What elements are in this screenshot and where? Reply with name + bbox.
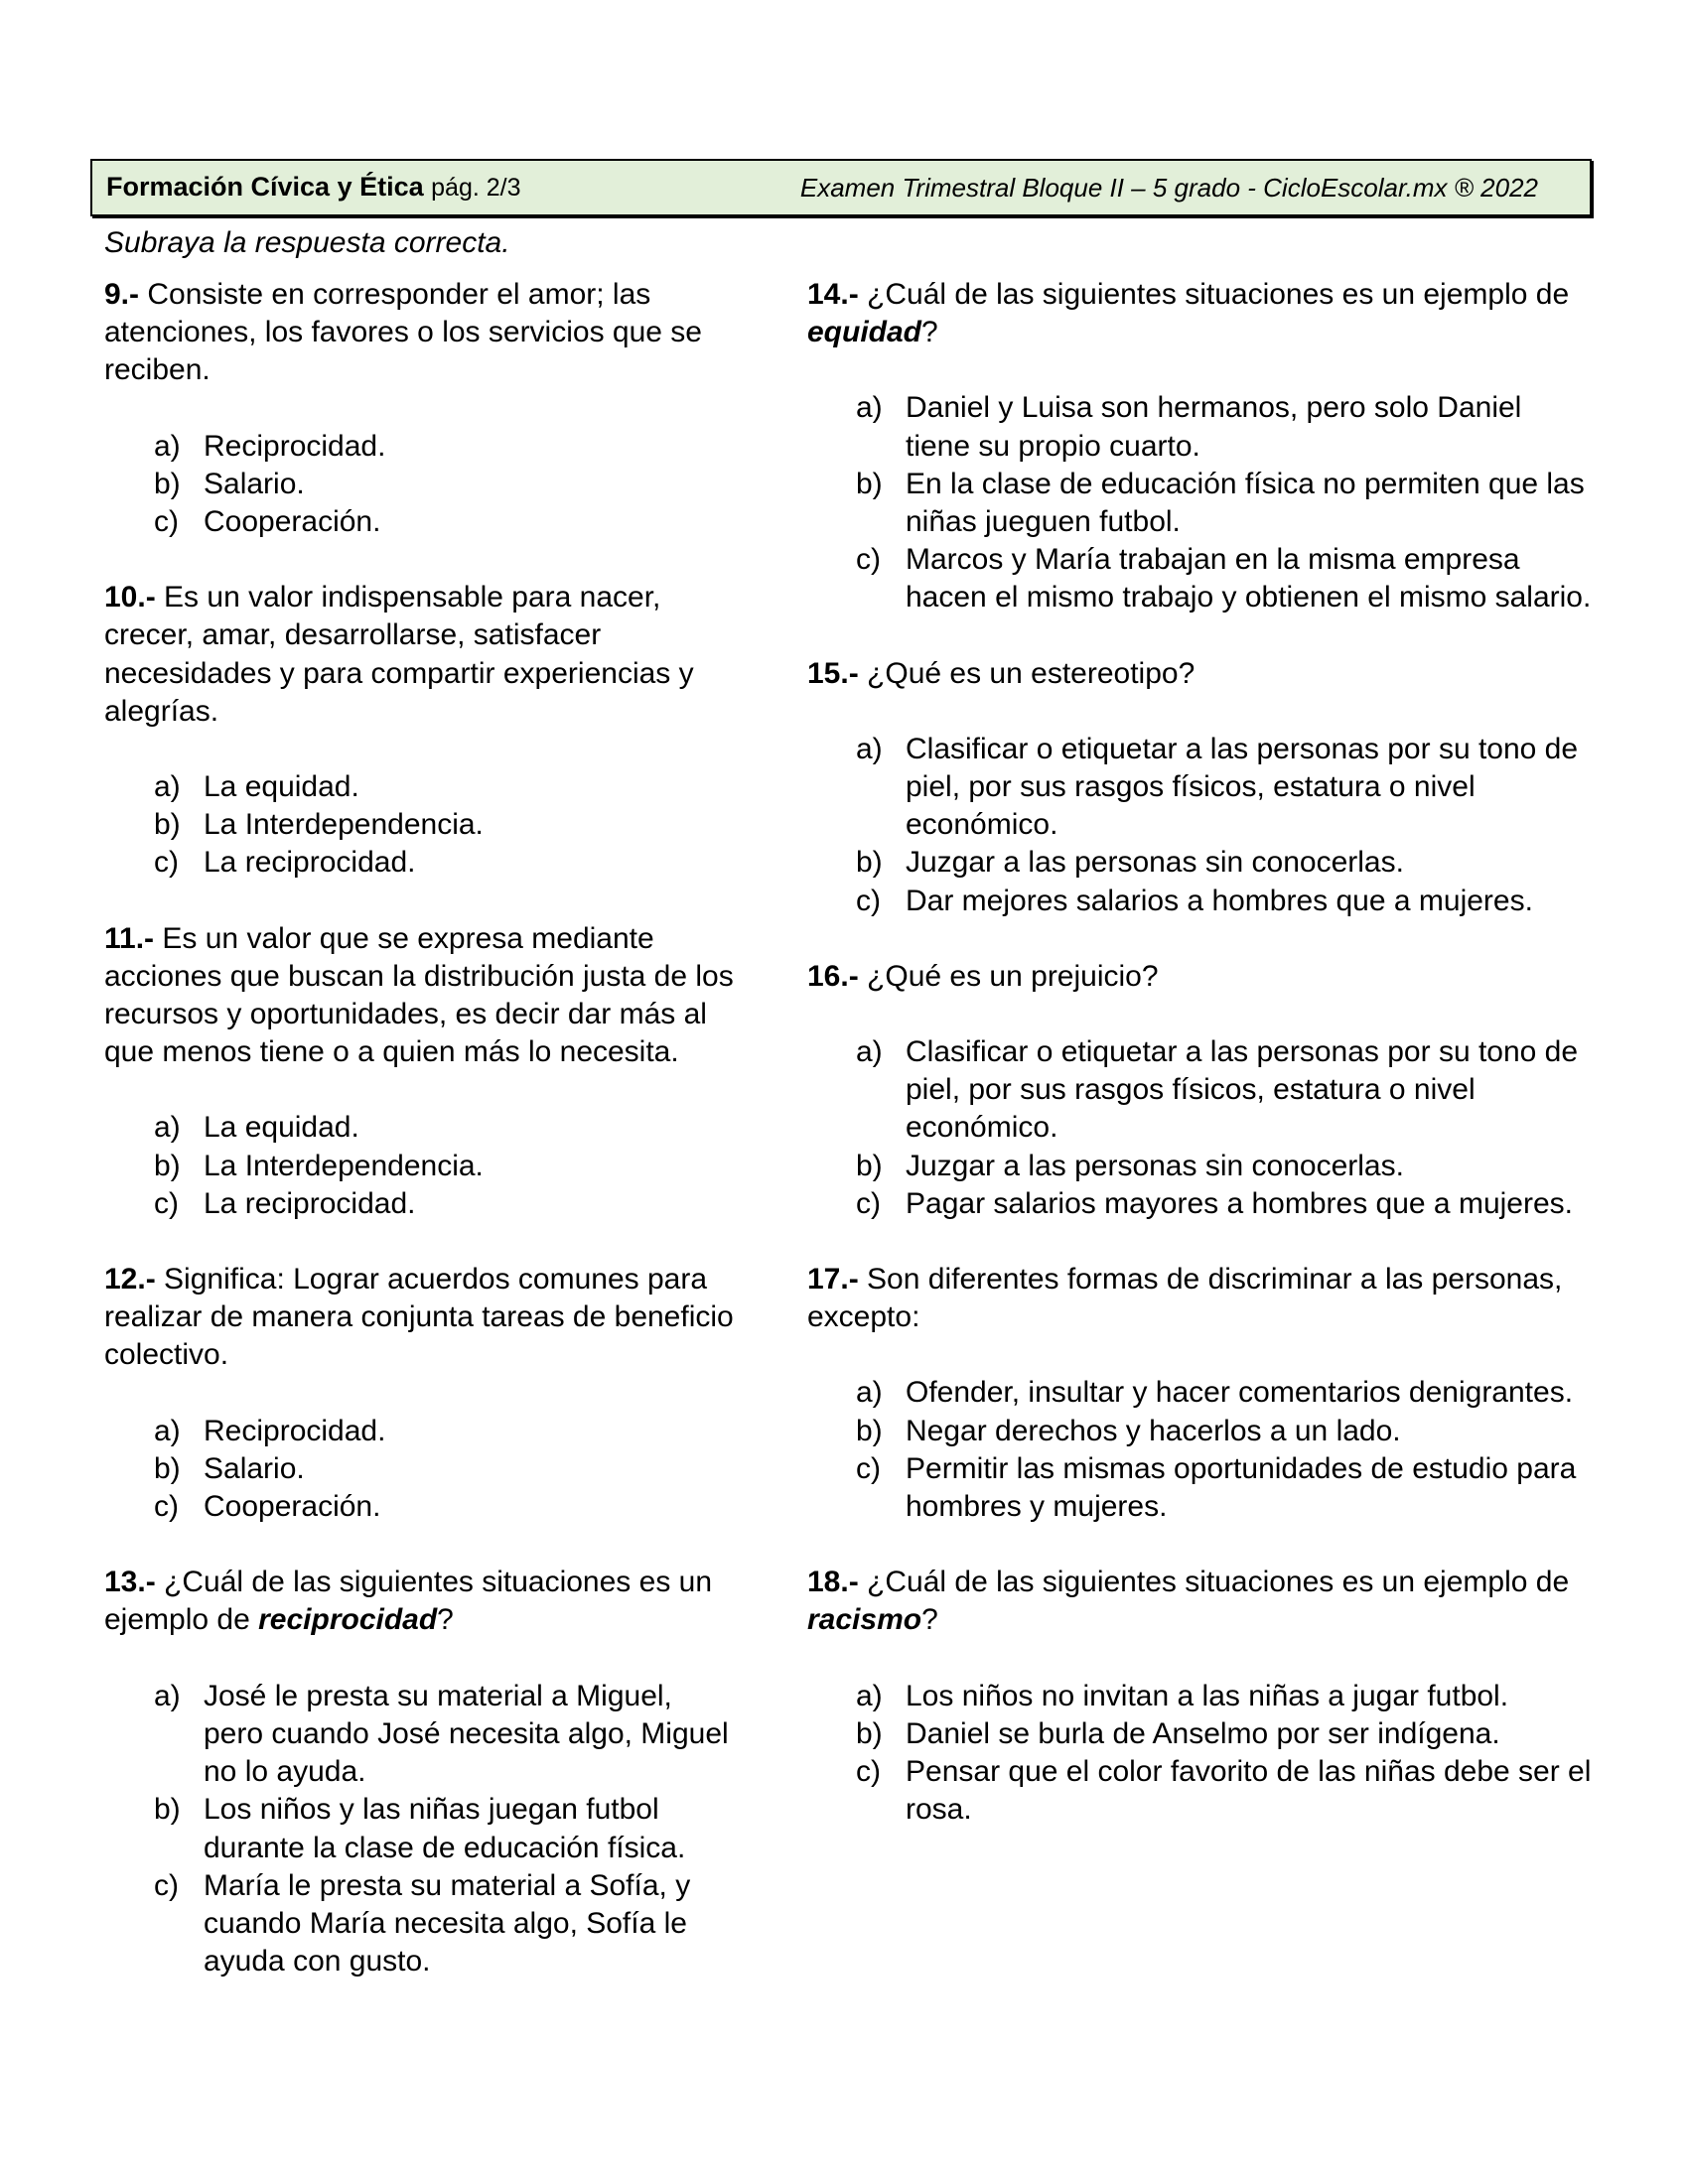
- question-keyword: reciprocidad: [258, 1603, 438, 1637]
- option[interactable]: [104, 806, 740, 844]
- question-16: [807, 958, 1592, 1223]
- option[interactable]: [807, 1374, 1592, 1412]
- option-text: Reciprocidad.: [204, 1414, 386, 1447]
- options-list: [807, 1374, 1592, 1526]
- option-text: Pagar salarios mayores a hombres que a mujeres.: [906, 1186, 1573, 1220]
- question-number: 9.-: [104, 278, 140, 311]
- subject-title: Formación Cívica y Ética: [106, 172, 424, 202]
- option-letter: c): [856, 884, 881, 917]
- question-stem: ¿Qué es un estereotipo?: [867, 656, 1196, 690]
- options-list: [104, 1413, 740, 1527]
- question-keyword: equidad: [807, 316, 922, 349]
- option-text: Los niños no invitan a las niñas a jugar futbol.: [906, 1679, 1509, 1712]
- question-13: [104, 1564, 740, 1980]
- option-letter: b): [856, 1716, 883, 1750]
- option-letter: b): [856, 846, 883, 880]
- question-11: [104, 920, 740, 1223]
- option[interactable]: [104, 1413, 740, 1450]
- question-stem: ¿Cuál de las siguientes situaciones es un ejemplo de: [867, 1566, 1570, 1599]
- option-letter: c): [856, 1186, 881, 1220]
- option-text: Reciprocidad.: [204, 429, 386, 463]
- option[interactable]: [104, 1185, 740, 1223]
- option-letter: c): [856, 543, 881, 577]
- option[interactable]: [807, 1185, 1592, 1223]
- option-letter: a): [154, 770, 181, 804]
- option[interactable]: [104, 768, 740, 806]
- option-text: La equidad.: [204, 770, 359, 804]
- options-list: [807, 389, 1592, 616]
- option-text: Cooperación.: [204, 1490, 381, 1524]
- question-text: [807, 276, 1592, 351]
- options-list: [807, 1033, 1592, 1223]
- header-title: [106, 172, 521, 203]
- option[interactable]: [104, 1450, 740, 1488]
- question-number: 13.-: [104, 1566, 156, 1599]
- option-text: La reciprocidad.: [204, 846, 416, 880]
- option-text: Salario.: [204, 467, 305, 500]
- option[interactable]: [807, 466, 1592, 541]
- question-number: 14.-: [807, 278, 859, 311]
- option-letter: c): [154, 1490, 179, 1524]
- question-text: [807, 1261, 1592, 1336]
- question-stem: ¿Qué es un prejuicio?: [867, 959, 1159, 993]
- question-stem: Son diferentes formas de discriminar a las personas, excepto:: [807, 1263, 1563, 1334]
- question-mark: ?: [437, 1603, 454, 1637]
- question-number: 12.-: [104, 1263, 156, 1297]
- option-letter: a): [154, 1111, 181, 1145]
- option[interactable]: [807, 883, 1592, 920]
- question-10: [104, 579, 740, 882]
- option-text: José le presta su material a Miguel, pero cuando José necesita algo, Miguel no lo ayuda.: [204, 1679, 729, 1789]
- question-stem: ¿Cuál de las siguientes situaciones es un ejemplo de: [867, 278, 1570, 311]
- option-text: Negar derechos y hacerlos a un lado.: [906, 1414, 1401, 1447]
- question-15: [807, 655, 1592, 920]
- option-text: La Interdependencia.: [204, 1149, 484, 1182]
- question-9: [104, 276, 740, 541]
- question-18: [807, 1564, 1592, 1829]
- question-number: 15.-: [807, 656, 859, 690]
- question-number: 16.-: [807, 959, 859, 993]
- option-text: Pensar que el color favorito de las niñas debe ser el rosa.: [906, 1755, 1592, 1827]
- option-letter: a): [154, 429, 181, 463]
- option[interactable]: [104, 1488, 740, 1526]
- question-stem: Es un valor que se expresa mediante acciones que buscan la distribución justa de los recursos y oportunidades, es decir dar más al que menos tiene o a quien más lo necesita.: [104, 921, 734, 1069]
- option[interactable]: [807, 1715, 1592, 1753]
- option-text: María le presta su material a Sofía, y cuando María necesita algo, Sofía le ayuda con gusto.: [204, 1868, 691, 1979]
- option-letter: a): [856, 1035, 883, 1069]
- option[interactable]: [104, 1791, 740, 1866]
- option-letter: c): [154, 1186, 179, 1220]
- option-letter: b): [856, 1414, 883, 1447]
- option-text: Cooperación.: [204, 505, 381, 539]
- option-text: En la clase de educación física no permiten que las niñas jueguen futbol.: [906, 467, 1585, 539]
- option-text: Daniel se burla de Anselmo por ser indígena.: [906, 1716, 1500, 1750]
- option-text: Clasificar o etiquetar a las personas por su tono de piel, por sus rasgos físicos, estatura o nivel económico.: [906, 1035, 1579, 1145]
- question-stem: Consiste en corresponder el amor; las atenciones, los favores o los servicios que se reciben.: [104, 278, 702, 387]
- option[interactable]: [807, 844, 1592, 882]
- question-text: [807, 958, 1592, 996]
- option-text: Juzgar a las personas sin conocerlas.: [906, 846, 1404, 880]
- right-column: [807, 276, 1592, 1867]
- option[interactable]: [104, 1867, 740, 1981]
- question-number: 11.-: [104, 921, 155, 955]
- options-list: [807, 731, 1592, 920]
- option[interactable]: [807, 731, 1592, 845]
- option-text: La reciprocidad.: [204, 1186, 416, 1220]
- option-letter: a): [856, 732, 883, 765]
- question-number: 17.-: [807, 1263, 859, 1297]
- option-letter: b): [154, 808, 181, 842]
- option-text: Los niños y las niñas juegan futbol durante la clase de educación física.: [204, 1793, 686, 1864]
- question-text: [807, 1564, 1592, 1639]
- option[interactable]: [104, 428, 740, 466]
- option-text: La Interdependencia.: [204, 808, 484, 842]
- option-letter: c): [154, 505, 179, 539]
- left-column: [104, 276, 740, 2018]
- option-letter: c): [154, 1868, 179, 1902]
- option-text: Juzgar a las personas sin conocerlas.: [906, 1149, 1404, 1182]
- option-text: Ofender, insultar y hacer comentarios denigrantes.: [906, 1376, 1574, 1410]
- option[interactable]: [807, 1753, 1592, 1829]
- question-mark: ?: [921, 1603, 938, 1637]
- option[interactable]: [104, 1109, 740, 1147]
- option-letter: b): [154, 1149, 181, 1182]
- options-list: [104, 428, 740, 542]
- question-text: [104, 276, 740, 390]
- option-letter: a): [154, 1679, 181, 1712]
- option-text: Salario.: [204, 1451, 305, 1485]
- question-number: 10.-: [104, 581, 156, 614]
- question-text: [104, 579, 740, 731]
- options-list: [104, 768, 740, 883]
- page-number: pág. 2/3: [431, 174, 521, 202]
- option-text: Marcos y María trabajan en la misma empresa hacen el mismo trabajo y obtienen el mismo salario.: [906, 543, 1592, 614]
- option[interactable]: [807, 1450, 1592, 1526]
- options-list: [104, 1678, 740, 1981]
- option-text: Clasificar o etiquetar a las personas por su tono de piel, por sus rasgos físicos, estatura o nivel económico.: [906, 732, 1579, 842]
- option-text: Permitir las mismas oportunidades de estudio para hombres y mujeres.: [906, 1451, 1577, 1524]
- question-mark: ?: [921, 316, 938, 349]
- option-letter: b): [856, 467, 883, 500]
- option-letter: b): [856, 1149, 883, 1182]
- option[interactable]: [807, 1033, 1592, 1148]
- option[interactable]: [807, 541, 1592, 616]
- option[interactable]: [807, 1148, 1592, 1185]
- option-letter: c): [856, 1451, 881, 1485]
- option[interactable]: [807, 389, 1592, 465]
- option[interactable]: [807, 1413, 1592, 1450]
- option-text: Dar mejores salarios a hombres que a mujeres.: [906, 884, 1533, 917]
- option-letter: b): [154, 1451, 181, 1485]
- option-letter: c): [154, 846, 179, 880]
- option-text: Daniel y Luisa son hermanos, pero solo Daniel tiene su propio cuarto.: [906, 391, 1522, 463]
- question-text: [104, 1564, 740, 1639]
- options-list: [807, 1678, 1592, 1830]
- option-letter: a): [856, 391, 883, 425]
- option-letter: b): [154, 467, 181, 500]
- question-stem: ¿Cuál de las siguientes situaciones es un ejemplo de: [104, 1566, 713, 1637]
- exam-info: Examen Trimestral Bloque II – 5 grado - CicloEscolar.mx ® 2022: [799, 173, 1538, 203]
- instruction: Subraya la respuesta correcta.: [104, 226, 510, 259]
- question-text: [104, 1261, 740, 1375]
- options-list: [104, 1109, 740, 1223]
- question-stem: Significa: Lograr acuerdos comunes para realizar de manera conjunta tareas de beneficio colectivo.: [104, 1263, 734, 1372]
- option[interactable]: [104, 1148, 740, 1185]
- option[interactable]: [807, 1678, 1592, 1715]
- question-text: [807, 655, 1592, 693]
- option-letter: b): [154, 1793, 181, 1827]
- option[interactable]: [104, 466, 740, 503]
- option-letter: a): [856, 1679, 883, 1712]
- question-keyword: racismo: [807, 1603, 922, 1637]
- option-letter: c): [856, 1755, 881, 1789]
- option[interactable]: [104, 503, 740, 541]
- question-17: [807, 1261, 1592, 1526]
- option-letter: a): [154, 1414, 181, 1447]
- option-text: La equidad.: [204, 1111, 359, 1145]
- option[interactable]: [104, 1678, 740, 1792]
- question-stem: Es un valor indispensable para nacer, crecer, amar, desarrollarse, satisfacer necesidades y para compartir experiencias y alegrías.: [104, 581, 694, 728]
- option-letter: a): [856, 1376, 883, 1410]
- question-text: [104, 920, 740, 1072]
- header-box: [90, 159, 1592, 216]
- question-12: [104, 1261, 740, 1526]
- question-14: [807, 276, 1592, 617]
- option[interactable]: [104, 844, 740, 882]
- question-number: 18.-: [807, 1566, 859, 1599]
